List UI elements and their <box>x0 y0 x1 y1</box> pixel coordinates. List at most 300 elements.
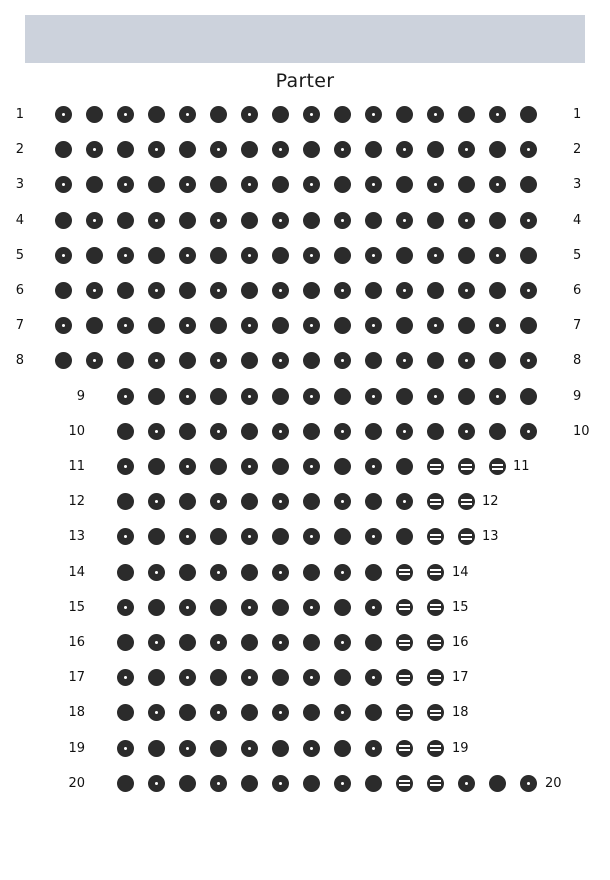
seat[interactable] <box>179 352 196 369</box>
seat[interactable] <box>396 740 413 757</box>
row-label-right: 20 <box>545 775 562 791</box>
seat[interactable] <box>241 634 258 651</box>
seat[interactable] <box>55 106 72 123</box>
seat[interactable] <box>241 317 258 334</box>
seat[interactable] <box>365 423 382 440</box>
seat[interactable] <box>427 775 444 792</box>
seat[interactable] <box>396 317 413 334</box>
seat[interactable] <box>458 423 475 440</box>
seat[interactable] <box>365 247 382 264</box>
seat[interactable] <box>427 141 444 158</box>
seat[interactable] <box>520 141 537 158</box>
seat[interactable] <box>148 317 165 334</box>
seat[interactable] <box>303 352 320 369</box>
seat[interactable] <box>272 141 289 158</box>
seat[interactable] <box>117 528 134 545</box>
seat[interactable] <box>241 352 258 369</box>
seat[interactable] <box>55 282 72 299</box>
seat[interactable] <box>179 388 196 405</box>
row-label-left: 20 <box>68 775 85 791</box>
seat[interactable] <box>117 775 134 792</box>
seat[interactable] <box>179 740 196 757</box>
seat[interactable] <box>365 388 382 405</box>
seat[interactable] <box>148 634 165 651</box>
seat[interactable] <box>396 247 413 264</box>
seat[interactable] <box>210 669 227 686</box>
seat[interactable] <box>334 423 351 440</box>
seat[interactable] <box>334 282 351 299</box>
row-label-left: 5 <box>15 247 24 263</box>
seat[interactable] <box>334 634 351 651</box>
seat[interactable] <box>427 388 444 405</box>
seat[interactable] <box>427 564 444 581</box>
row-label-right: 19 <box>452 740 469 756</box>
seat[interactable] <box>365 352 382 369</box>
seat[interactable] <box>117 704 134 721</box>
seat[interactable] <box>210 599 227 616</box>
seat[interactable] <box>334 317 351 334</box>
seat[interactable] <box>334 141 351 158</box>
seat[interactable] <box>396 564 413 581</box>
seat[interactable] <box>117 388 134 405</box>
seat[interactable] <box>334 599 351 616</box>
seat[interactable] <box>55 247 72 264</box>
seat[interactable] <box>334 740 351 757</box>
row-label-right: 15 <box>452 599 469 615</box>
seat[interactable] <box>396 282 413 299</box>
seat[interactable] <box>86 282 103 299</box>
seat[interactable] <box>303 141 320 158</box>
seat[interactable] <box>86 176 103 193</box>
seat[interactable] <box>272 704 289 721</box>
seat[interactable] <box>117 317 134 334</box>
seat[interactable] <box>272 352 289 369</box>
seat[interactable] <box>210 212 227 229</box>
seat[interactable] <box>86 317 103 334</box>
seat[interactable] <box>458 352 475 369</box>
seat[interactable] <box>489 212 506 229</box>
seat[interactable] <box>55 176 72 193</box>
seat[interactable] <box>458 317 475 334</box>
seat[interactable] <box>148 599 165 616</box>
seat[interactable] <box>334 388 351 405</box>
seat[interactable] <box>210 740 227 757</box>
seat[interactable] <box>396 141 413 158</box>
seat[interactable] <box>148 247 165 264</box>
seat[interactable] <box>334 669 351 686</box>
seat[interactable] <box>427 317 444 334</box>
seat[interactable] <box>396 352 413 369</box>
seat[interactable] <box>396 669 413 686</box>
row-label-left: 19 <box>68 740 85 756</box>
seat[interactable] <box>303 388 320 405</box>
seat[interactable] <box>272 740 289 757</box>
seat[interactable] <box>179 493 196 510</box>
seat[interactable] <box>334 247 351 264</box>
seat[interactable] <box>55 317 72 334</box>
seat[interactable] <box>241 141 258 158</box>
seat[interactable] <box>148 775 165 792</box>
seat[interactable] <box>179 247 196 264</box>
seat[interactable] <box>334 212 351 229</box>
seat[interactable] <box>272 634 289 651</box>
seat[interactable] <box>458 176 475 193</box>
seat[interactable] <box>303 212 320 229</box>
seat[interactable] <box>210 282 227 299</box>
row-label-right: 7 <box>573 318 582 334</box>
seat[interactable] <box>272 775 289 792</box>
seat[interactable] <box>334 176 351 193</box>
seat[interactable] <box>427 106 444 123</box>
seat[interactable] <box>427 599 444 616</box>
seat[interactable] <box>148 704 165 721</box>
seat[interactable] <box>365 775 382 792</box>
seat[interactable] <box>396 212 413 229</box>
seat[interactable] <box>148 669 165 686</box>
seat[interactable] <box>241 212 258 229</box>
row-label-left: 3 <box>15 177 24 193</box>
seat[interactable] <box>210 493 227 510</box>
seat[interactable] <box>210 352 227 369</box>
seat[interactable] <box>241 282 258 299</box>
seat[interactable] <box>179 634 196 651</box>
seat[interactable] <box>458 493 475 510</box>
seat[interactable] <box>489 141 506 158</box>
seat[interactable] <box>210 247 227 264</box>
seat[interactable] <box>179 212 196 229</box>
seat[interactable] <box>365 740 382 757</box>
seat[interactable] <box>117 282 134 299</box>
seat[interactable] <box>179 704 196 721</box>
seat[interactable] <box>365 669 382 686</box>
seat[interactable] <box>365 282 382 299</box>
seat[interactable] <box>489 247 506 264</box>
seat[interactable] <box>148 106 165 123</box>
seat[interactable] <box>489 388 506 405</box>
seat[interactable] <box>396 388 413 405</box>
seat[interactable] <box>210 141 227 158</box>
seat[interactable] <box>148 388 165 405</box>
seat[interactable] <box>148 528 165 545</box>
seat[interactable] <box>520 352 537 369</box>
seat[interactable] <box>210 775 227 792</box>
seat[interactable] <box>148 282 165 299</box>
seat[interactable] <box>303 247 320 264</box>
seat[interactable] <box>520 176 537 193</box>
seat[interactable] <box>427 247 444 264</box>
row-label-right: 4 <box>573 212 582 228</box>
seat[interactable] <box>303 423 320 440</box>
seat[interactable] <box>117 493 134 510</box>
row-label-right: 8 <box>573 353 582 369</box>
seat[interactable] <box>210 176 227 193</box>
seat[interactable] <box>303 458 320 475</box>
seat[interactable] <box>241 247 258 264</box>
seat[interactable] <box>241 458 258 475</box>
seat[interactable] <box>272 212 289 229</box>
row-label-left: 14 <box>68 564 85 580</box>
row-label-left: 9 <box>76 388 85 404</box>
seat[interactable] <box>520 282 537 299</box>
seat[interactable] <box>520 317 537 334</box>
seat[interactable] <box>210 106 227 123</box>
seat[interactable] <box>272 388 289 405</box>
seat[interactable] <box>241 599 258 616</box>
row-label-left: 2 <box>15 142 24 158</box>
seat[interactable] <box>303 106 320 123</box>
seat[interactable] <box>365 704 382 721</box>
seat[interactable] <box>303 528 320 545</box>
seat[interactable] <box>272 176 289 193</box>
seat[interactable] <box>179 669 196 686</box>
seat[interactable] <box>117 106 134 123</box>
seat[interactable] <box>365 458 382 475</box>
seat[interactable] <box>272 599 289 616</box>
seat[interactable] <box>272 282 289 299</box>
seat[interactable] <box>272 493 289 510</box>
seat[interactable] <box>241 775 258 792</box>
seat[interactable] <box>272 564 289 581</box>
seat[interactable] <box>427 458 444 475</box>
seat[interactable] <box>334 458 351 475</box>
seat[interactable] <box>210 528 227 545</box>
seat[interactable] <box>117 352 134 369</box>
seat[interactable] <box>427 212 444 229</box>
seat[interactable] <box>117 669 134 686</box>
seat[interactable] <box>396 493 413 510</box>
seat[interactable] <box>210 388 227 405</box>
seat[interactable] <box>148 740 165 757</box>
seat[interactable] <box>179 528 196 545</box>
seat[interactable] <box>210 458 227 475</box>
seat[interactable] <box>303 282 320 299</box>
row-label-right: 14 <box>452 564 469 580</box>
row-label-right: 10 <box>573 423 590 439</box>
row-label-right: 11 <box>513 459 530 474</box>
seat[interactable] <box>365 141 382 158</box>
row-label-left: 16 <box>68 635 85 650</box>
row-label-left: 13 <box>68 529 85 545</box>
seat[interactable] <box>489 176 506 193</box>
seat[interactable] <box>396 704 413 721</box>
seat[interactable] <box>241 176 258 193</box>
seat[interactable] <box>86 106 103 123</box>
seat[interactable] <box>179 282 196 299</box>
seat[interactable] <box>396 106 413 123</box>
seat[interactable] <box>489 458 506 475</box>
seat[interactable] <box>272 669 289 686</box>
seat[interactable] <box>117 564 134 581</box>
seat[interactable] <box>241 564 258 581</box>
seat[interactable] <box>241 669 258 686</box>
seat[interactable] <box>86 247 103 264</box>
seat[interactable] <box>458 388 475 405</box>
row-label-right: 3 <box>573 177 582 193</box>
seat[interactable] <box>148 176 165 193</box>
row-label-left: 11 <box>68 459 85 474</box>
row-label-right: 1 <box>573 107 582 122</box>
seat[interactable] <box>303 704 320 721</box>
seat[interactable] <box>303 176 320 193</box>
row-label-right: 17 <box>452 670 469 686</box>
seat[interactable] <box>489 775 506 792</box>
seat[interactable] <box>303 564 320 581</box>
seat[interactable] <box>148 493 165 510</box>
seat[interactable] <box>365 106 382 123</box>
seat[interactable] <box>334 775 351 792</box>
seat[interactable] <box>117 247 134 264</box>
seat[interactable] <box>489 317 506 334</box>
seat[interactable] <box>427 740 444 757</box>
seat[interactable] <box>396 528 413 545</box>
seat[interactable] <box>458 458 475 475</box>
seat[interactable] <box>489 352 506 369</box>
seat[interactable] <box>458 282 475 299</box>
seat[interactable] <box>55 141 72 158</box>
seat[interactable] <box>458 247 475 264</box>
seat[interactable] <box>117 212 134 229</box>
seat[interactable] <box>179 599 196 616</box>
seat[interactable] <box>458 212 475 229</box>
seat[interactable] <box>396 634 413 651</box>
seat[interactable] <box>210 634 227 651</box>
seat[interactable] <box>427 669 444 686</box>
seat[interactable] <box>489 106 506 123</box>
seat[interactable] <box>241 388 258 405</box>
seat[interactable] <box>179 423 196 440</box>
seat[interactable] <box>241 493 258 510</box>
seat[interactable] <box>241 740 258 757</box>
seat[interactable] <box>303 317 320 334</box>
row-label-left: 17 <box>68 670 85 686</box>
seat[interactable] <box>489 423 506 440</box>
seat[interactable] <box>458 775 475 792</box>
seat[interactable] <box>303 669 320 686</box>
seat[interactable] <box>365 493 382 510</box>
seat[interactable] <box>241 528 258 545</box>
seat[interactable] <box>179 141 196 158</box>
seat[interactable] <box>334 493 351 510</box>
seat[interactable] <box>86 212 103 229</box>
seat[interactable] <box>210 564 227 581</box>
seat[interactable] <box>396 599 413 616</box>
seat[interactable] <box>520 212 537 229</box>
seat[interactable] <box>117 634 134 651</box>
seat[interactable] <box>458 106 475 123</box>
seat[interactable] <box>396 458 413 475</box>
seat[interactable] <box>427 352 444 369</box>
seat[interactable] <box>334 106 351 123</box>
seat[interactable] <box>334 704 351 721</box>
seat[interactable] <box>86 352 103 369</box>
seat[interactable] <box>272 317 289 334</box>
seat[interactable] <box>148 141 165 158</box>
seat[interactable] <box>241 423 258 440</box>
seat[interactable] <box>303 634 320 651</box>
seat[interactable] <box>210 704 227 721</box>
row-label-right: 13 <box>482 529 499 545</box>
seat[interactable] <box>365 528 382 545</box>
seat[interactable] <box>55 212 72 229</box>
seat[interactable] <box>365 317 382 334</box>
seat[interactable] <box>179 106 196 123</box>
seat[interactable] <box>179 775 196 792</box>
seat[interactable] <box>365 212 382 229</box>
seat[interactable] <box>520 775 537 792</box>
seat[interactable] <box>427 634 444 651</box>
seat[interactable] <box>458 528 475 545</box>
seat[interactable] <box>303 493 320 510</box>
seat[interactable] <box>117 740 134 757</box>
seat[interactable] <box>520 388 537 405</box>
seat[interactable] <box>396 176 413 193</box>
seat[interactable] <box>148 423 165 440</box>
seat[interactable] <box>272 247 289 264</box>
seat[interactable] <box>334 564 351 581</box>
seat[interactable] <box>365 634 382 651</box>
seat[interactable] <box>148 458 165 475</box>
seat[interactable] <box>179 458 196 475</box>
seat[interactable] <box>365 564 382 581</box>
seat[interactable] <box>55 352 72 369</box>
seat[interactable] <box>272 423 289 440</box>
page-title: Parter <box>275 70 335 92</box>
seat[interactable] <box>241 704 258 721</box>
seat[interactable] <box>427 176 444 193</box>
seat[interactable] <box>210 423 227 440</box>
seat[interactable] <box>303 775 320 792</box>
seat[interactable] <box>396 775 413 792</box>
seat[interactable] <box>303 599 320 616</box>
seat[interactable] <box>427 704 444 721</box>
seat[interactable] <box>179 317 196 334</box>
seat[interactable] <box>489 282 506 299</box>
seat[interactable] <box>520 106 537 123</box>
seat[interactable] <box>458 141 475 158</box>
seat[interactable] <box>303 740 320 757</box>
seat[interactable] <box>334 528 351 545</box>
seat[interactable] <box>272 106 289 123</box>
seat[interactable] <box>148 352 165 369</box>
seat[interactable] <box>396 423 413 440</box>
seat[interactable] <box>117 141 134 158</box>
seat[interactable] <box>86 141 103 158</box>
row-label-left: 7 <box>15 318 24 334</box>
seat[interactable] <box>117 458 134 475</box>
seat[interactable] <box>365 176 382 193</box>
seat[interactable] <box>117 423 134 440</box>
seat[interactable] <box>117 176 134 193</box>
seat[interactable] <box>272 528 289 545</box>
seat[interactable] <box>148 212 165 229</box>
seat[interactable] <box>520 423 537 440</box>
seat[interactable] <box>520 247 537 264</box>
seat[interactable] <box>148 564 165 581</box>
seat[interactable] <box>427 528 444 545</box>
seat[interactable] <box>365 599 382 616</box>
seat[interactable] <box>179 176 196 193</box>
row-label-right: 9 <box>573 388 582 404</box>
seat[interactable] <box>210 317 227 334</box>
seat[interactable] <box>179 564 196 581</box>
seat[interactable] <box>241 106 258 123</box>
seat[interactable] <box>334 352 351 369</box>
seat[interactable] <box>427 493 444 510</box>
seat[interactable] <box>272 458 289 475</box>
seat[interactable] <box>117 599 134 616</box>
seat[interactable] <box>427 282 444 299</box>
seat[interactable] <box>427 423 444 440</box>
